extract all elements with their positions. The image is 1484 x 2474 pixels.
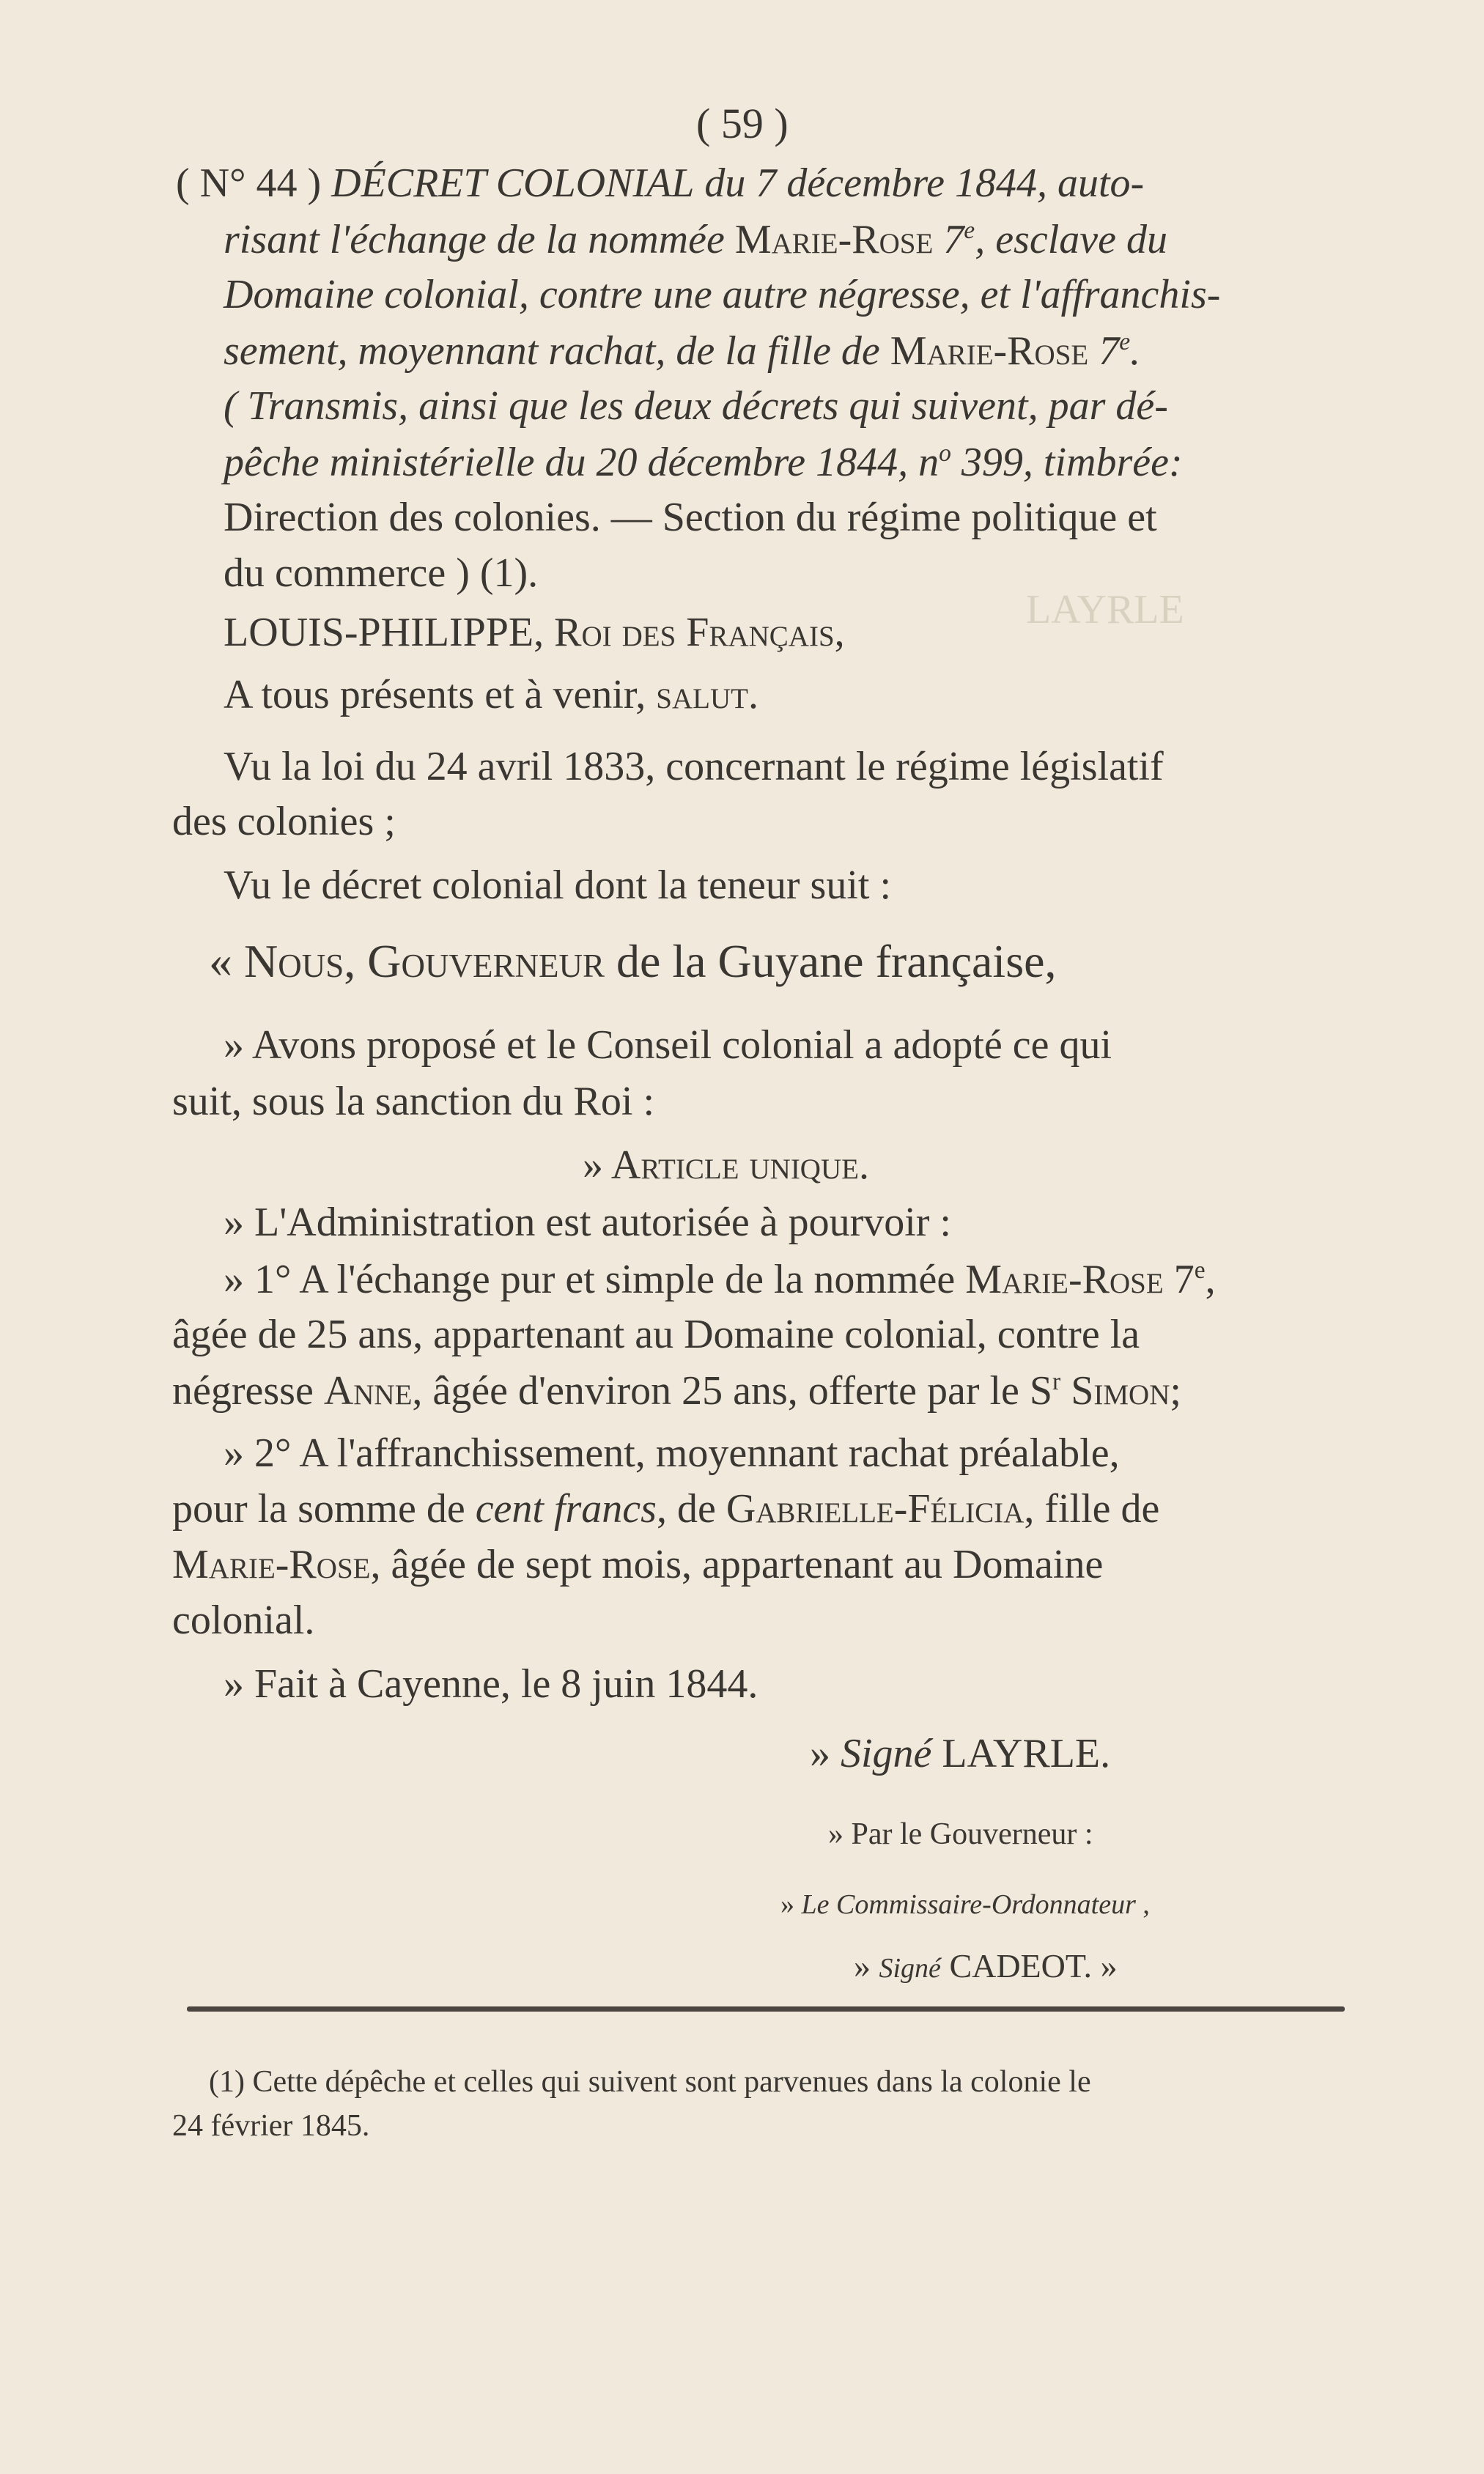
fait-line: » Fait à Cayenne, le 8 juin 1844.: [224, 1661, 758, 1707]
par-le-gouverneur: » Par le Gouverneur :: [828, 1817, 1093, 1851]
item-1-line-1: » 1° A l'échange pur et simple de la nommée Marie-Rose 7e,: [224, 1257, 1216, 1303]
item-2-line-3: Marie-Rose, âgée de sept mois, appartenant au Domaine: [172, 1542, 1104, 1587]
king-line: [224, 612, 845, 653]
decree-date: du 7 décembre 1844,: [704, 160, 1047, 206]
item-2-line-4: colonial.: [172, 1598, 315, 1643]
page-number: ( 59 ): [696, 100, 789, 147]
item-1-line-2: âgée de 25 ans, appartenant au Domaine colonial, contre la: [172, 1312, 1140, 1357]
item-1-line-3: négresse Anne, âgée d'environ 25 ans, offerte par le $S^r$ Simon;: [172, 1368, 1181, 1414]
vu-loi-line-2: des colonies ;: [172, 799, 396, 844]
person-name: Marie-Rose: [172, 1542, 371, 1587]
decree-heading-line-3: Domaine colonial, contre une autre négresse, et l'affranchis-: [224, 272, 1221, 317]
decree-heading-line-4: sement, moyennant rachat, de la fille de Marie-Rose 7e.: [224, 328, 1141, 374]
decree-heading-line-5: ( Transmis, ainsi que les deux décrets qui suivent, par dé-: [224, 383, 1168, 429]
vu-loi-line-1: Vu la loi du 24 avril 1833, concernant le régime législatif: [224, 744, 1164, 789]
person-name: Marie-Rose: [734, 217, 934, 263]
footnote-line-2: 24 février 1845.: [172, 2109, 370, 2143]
decree-title: DÉCRET COLONIAL: [331, 160, 695, 206]
signature-layrle: » Signé LAYRLE.: [810, 1731, 1111, 1776]
decree-heading-line-1: ( N° 44 ) DÉCRET COLONIAL du 7 décembre 1844, auto-: [176, 160, 1145, 206]
king-title: Roi des Français,: [554, 610, 845, 655]
person-name: Gabrielle-Félicia: [726, 1486, 1025, 1532]
signature-cadeot: » Signé CADEOT. »: [854, 1947, 1118, 1984]
administration-line: » L'Administration est autorisée à pourvoir :: [224, 1200, 951, 1245]
decree-heading-line-8: du commerce ) (1).: [224, 550, 539, 596]
king-name: LOUIS-PHILIPPE,: [224, 610, 544, 655]
item-2-line-1: » 2° A l'affranchissement, moyennant rachat préalable,: [224, 1430, 1120, 1476]
item-2-line-2: pour la somme de cent francs, de Gabrielle-Félicia, fille de: [172, 1486, 1160, 1532]
article-heading: » Article unique.: [583, 1142, 869, 1188]
avons-line-2: suit, sous la sanction du Roi :: [172, 1079, 654, 1124]
commissaire-line: » Le Commissaire-Ordonnateur ,: [780, 1889, 1150, 1920]
bleed-through-text: LAYRLE: [1026, 587, 1184, 632]
person-name: Marie-Rose: [890, 328, 1089, 374]
person-name: Simon: [1071, 1368, 1170, 1414]
decree-number: ( N° 44 ): [176, 160, 322, 206]
vu-decret: Vu le décret colonial dont la teneur suit :: [224, 863, 892, 908]
decree-heading-line-6: pêche ministérielle du 20 décembre 1844, $n^o$ 399, timbrée:: [224, 440, 1183, 486]
separator-rule: [187, 2006, 1345, 2012]
footnote-line-1: (1) Cette dépêche et celles qui suivent sont parvenues dans la colonie le: [209, 2065, 1091, 2099]
person-name: Anne: [323, 1368, 413, 1414]
decree-heading-line-7: Direction des colonies. — Section du régime politique et: [224, 495, 1157, 540]
avons-line-1: » Avons proposé et le Conseil colonial a adopté ce qui: [224, 1022, 1112, 1068]
salutation: A tous présents et à venir, salut.: [224, 672, 758, 717]
nous-gouverneur-line: « Nous, Gouverneur de la Guyane française,: [209, 935, 1057, 987]
person-name: Marie-Rose: [965, 1257, 1164, 1303]
decree-heading-line-2: risant l'échange de la nommée Marie-Rose 7e, esclave du: [224, 217, 1167, 263]
